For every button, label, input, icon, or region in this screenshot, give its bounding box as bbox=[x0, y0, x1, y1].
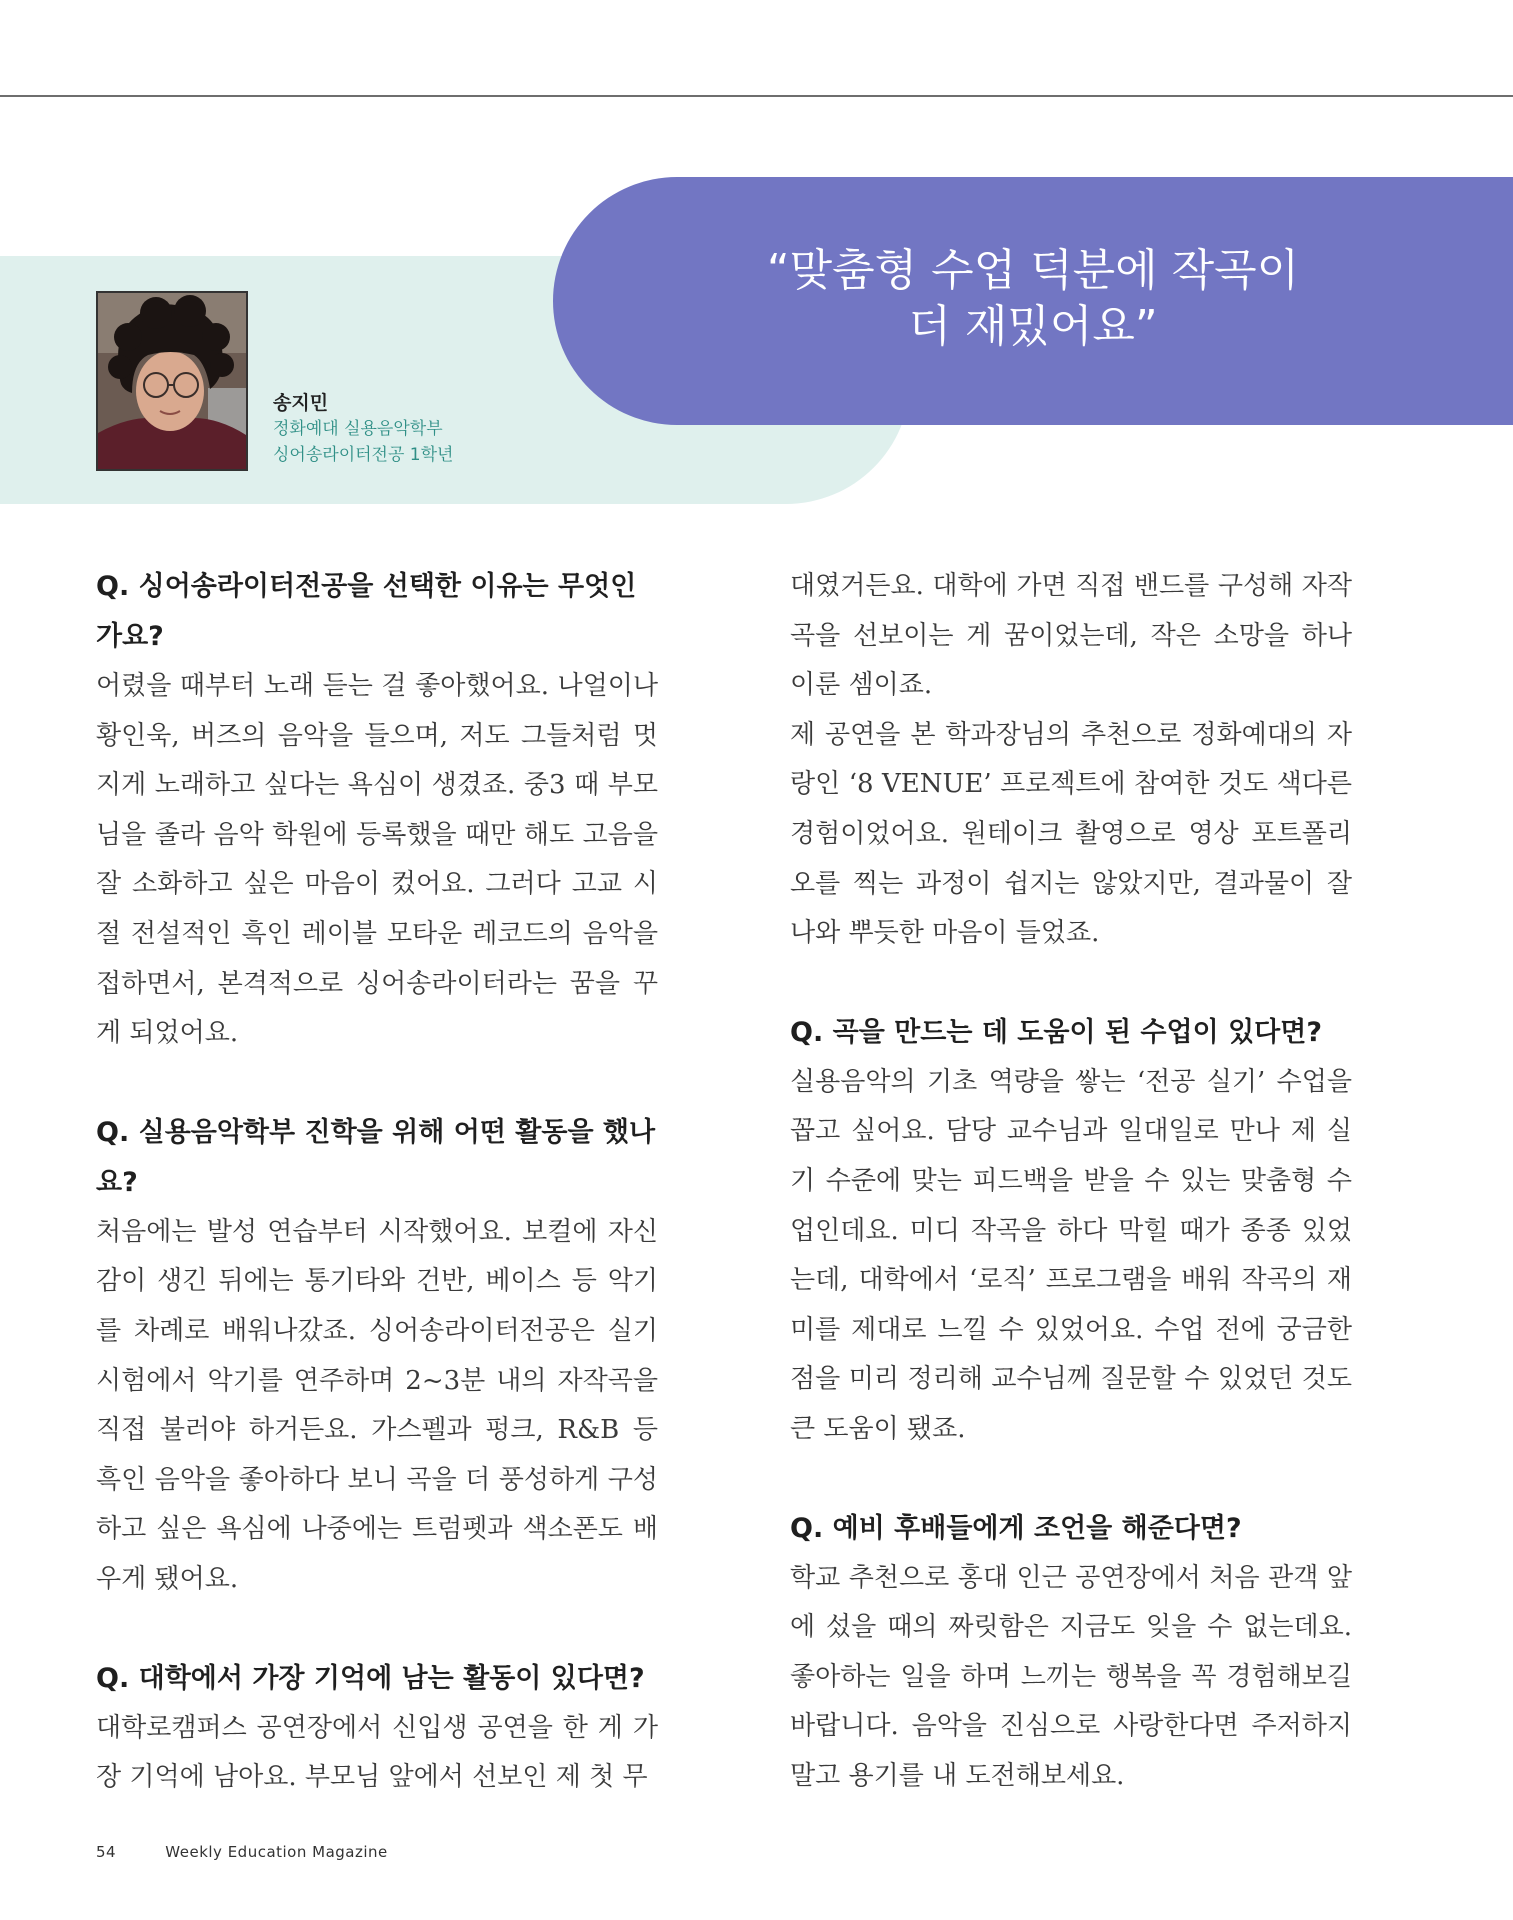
page-footer bbox=[96, 1843, 388, 1861]
answer-3-part-1: 대학로캠퍼스 공연장에서 신입생 공연을 한 게 가장 기억에 남아요. 부모님 앞에서 선보인 제 첫 무 bbox=[96, 1712, 658, 1793]
portrait-photo bbox=[96, 291, 248, 471]
qa-block-4 bbox=[790, 1008, 1352, 1455]
question-4: Q. 곡을 만드는 데 도움이 된 수업이 있다면? bbox=[790, 1016, 1322, 1048]
profile-major: 싱어송라이터전공 1학년 bbox=[273, 445, 454, 465]
answer-3-part-3: 제 공연을 본 학과장님의 추천으로 정화예대의 자랑인 ‘8 VENUE’ 프로젝트에 참여한 것도 색다른 경험이었어요. 원테이크 촬영으로 영상 포트폴리오를 찍는 과정이 쉽지는 않았지만, 결과물이 잘 나와 뿌듯한 마음이 들었죠. bbox=[790, 719, 1352, 949]
headline-quote bbox=[553, 243, 1513, 355]
qa-block-3 bbox=[96, 1654, 658, 1803]
answer-2: 처음에는 발성 연습부터 시작했어요. 보컬에 자신감이 생긴 뒤에는 통기타와 건반, 베이스 등 악기를 차례로 배워나갔죠. 싱어송라이터전공은 실기시험에서 악기를 연주하며 2~3분 내의 자작곡을 직접 불러야 하거든요. 가스펠과 펑크, R&B 등 흑인 음악을 좋아하다 보니 곡을 더 풍성하게 구성하고 싶은 욕심에 나중에는 트럼펫과 색소폰도 배우게 됐어요. bbox=[96, 1216, 658, 1594]
answer-1: 어렸을 때부터 노래 듣는 걸 좋아했어요. 나얼이나 황인욱, 버즈의 음악을 들으며, 저도 그들처럼 멋지게 노래하고 싶다는 욕심이 생겼죠. 중3 때 부모님을 졸라 음악 학원에 등록했을 때만 해도 고음을 잘 소화하고 싶은 마음이 컸어요. 그러다 고교 시절 전설적인 흑인 레이블 모타운 레코드의 음악을 접하면서, 본격적으로 싱어송라이터라는 꿈을 꾸게 되었어요. bbox=[96, 671, 658, 1049]
qa-block-2 bbox=[96, 1108, 658, 1605]
profile-school: 정화예대 실용음악학부 bbox=[273, 419, 443, 439]
qa-block-1 bbox=[96, 562, 658, 1059]
answer-5: 학교 추천으로 홍대 인근 공연장에서 처음 관객 앞에 섰을 때의 짜릿함은 지금도 잊을 수 없는데요. 좋아하는 일을 하며 느끼는 행복을 꼭 경험해보길 바랍니다. 음악을 진심으로 사랑한다면 주저하지 말고 용기를 내 도전해보세요. bbox=[790, 1562, 1352, 1791]
question-2: Q. 실용음악학부 진학을 위해 어떤 활동을 했나요? bbox=[96, 1116, 656, 1198]
qa-block-5 bbox=[790, 1504, 1352, 1802]
question-1: Q. 싱어송라이터전공을 선택한 이유는 무엇인가요? bbox=[96, 571, 637, 652]
profile-info bbox=[273, 390, 453, 468]
headline-quote-line-1: “맞춤형 수업 덕분에 작곡이 bbox=[766, 245, 1300, 296]
answer-3-part-2: 대였거든요. 대학에 가면 직접 밴드를 구성해 자작곡을 선보이는 게 꿈이었는데, 작은 소망을 하나 이룬 셈이죠. bbox=[790, 571, 1352, 701]
top-rule bbox=[0, 95, 1513, 97]
qa-block-3-continued bbox=[790, 562, 1352, 959]
profile-name: 송지민 bbox=[273, 392, 329, 414]
headline-quote-line-2: 더 재밌어요” bbox=[908, 301, 1158, 352]
magazine-name: Weekly Education Magazine bbox=[165, 1843, 388, 1861]
page-number: 54 bbox=[96, 1843, 117, 1861]
right-column bbox=[790, 562, 1352, 1850]
question-5: Q. 예비 후배들에게 조언을 해준다면? bbox=[790, 1512, 1242, 1544]
question-3: Q. 대학에서 가장 기억에 남는 활동이 있다면? bbox=[96, 1662, 645, 1694]
left-column bbox=[96, 562, 658, 1852]
answer-4: 실용음악의 기초 역량을 쌓는 ‘전공 실기’ 수업을 꼽고 싶어요. 담당 교수님과 일대일로 만나 제 실기 수준에 맞는 피드백을 받을 수 있는 맞춤형 수업인데요. 미디 작곡을 하다 막힐 때가 종종 있었는데, 대학에서 ‘로직’ 프로그램을 배워 작곡의 재미를 제대로 느낄 수 있었어요. 수업 전에 궁금한 점을 미리 정리해 교수님께 질문할 수 있었던 것도 큰 도움이 됐죠. bbox=[790, 1066, 1352, 1444]
portrait-illustration bbox=[98, 293, 246, 469]
